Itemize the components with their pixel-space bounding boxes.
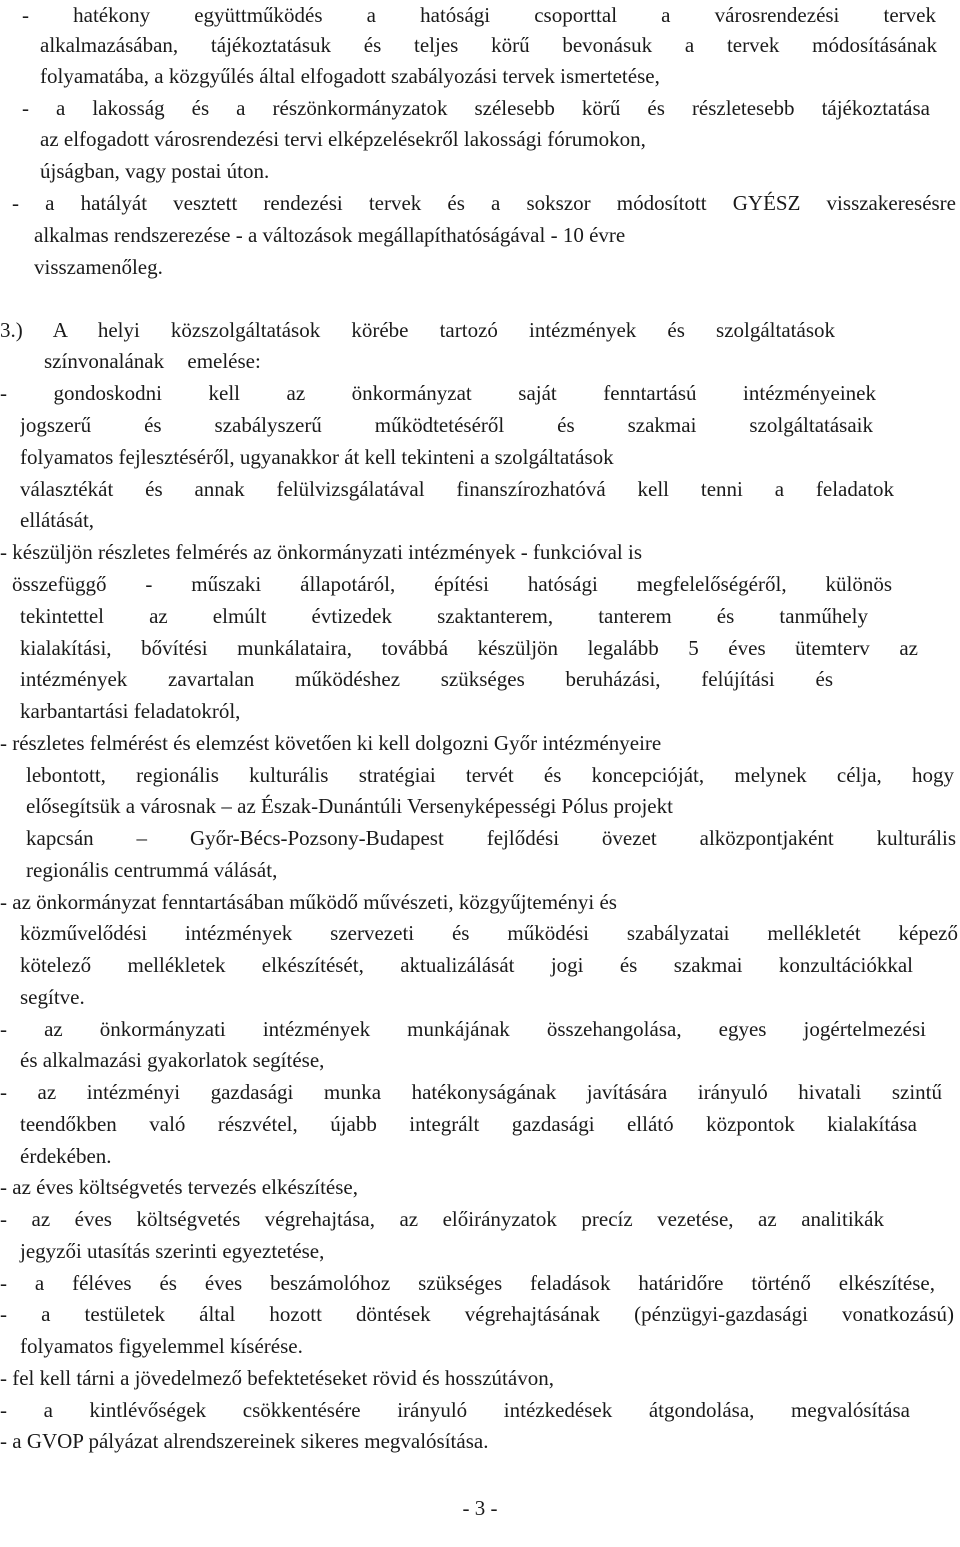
text-line: - az intézményi gazdasági munka hatékonyságának javítására irányuló hivatali szintű <box>0 1080 942 1104</box>
text-line: intézmények zavartalan működéshez szükséges beruházási, felújítási és <box>20 667 833 691</box>
text-line: - részletes felmérést és elemzést követően ki kell dolgozni Győr intézményeire <box>0 731 662 755</box>
section-heading: 3.) A helyi közszolgáltatások körébe tartozó intézmények és szolgáltatások <box>0 318 835 342</box>
text-line: lebontott, regionális kulturális stratégiai tervét és koncepcióját, melynek célja, hogy <box>26 763 954 787</box>
text-line: ellátását, <box>20 508 95 532</box>
text-line: - a GVOP pályázat alrendszereinek sikeres megvalósítása. <box>0 1429 489 1453</box>
text-line: az elfogadott városrendezési tervi elképzelésekről lakossági fórumokon, <box>40 127 646 151</box>
text-line: közművelődési intézmények szervezeti és működési szabályzatai mellékletét képező <box>20 921 958 945</box>
text-line: kapcsán – Győr-Bécs-Pozsony-Budapest fejlődési övezet alközpontjaként kulturális <box>26 826 956 850</box>
text-line: - a testületek által hozott döntések végrehajtásának (pénzügyi-gazdasági vonatkozású) <box>0 1302 954 1326</box>
text-line: jogszerű és szabályszerű működtetéséről és szakmai szolgáltatásaik <box>20 413 873 437</box>
text-line: teendőkben való részvétel, újabb integrált gazdasági ellátó központok kialakítása <box>20 1112 917 1136</box>
text-line: összefüggő - műszaki állapotáról, építési hatósági megfelelőségéről, különös <box>12 572 892 596</box>
text-line: - az éves költségvetés végrehajtása, az előirányzatok precíz vezetése, az analitikák <box>0 1207 884 1231</box>
text-line: regionális centrummá válását, <box>26 858 278 882</box>
text-line: folyamatába, a közgyűlés által elfogadott szabályozási tervek ismertetése, <box>40 64 660 88</box>
text-line: folyamatos fejlesztéséről, ugyanakkor át kell tekinteni a szolgáltatások <box>20 445 614 469</box>
text-line: folyamatos figyelemmel kísérése. <box>20 1334 303 1358</box>
text-line: - gondoskodni kell az önkormányzat saját fenntartású intézményeinek <box>0 381 876 405</box>
text-line: választékát és annak felülvizsgálatával finanszírozhatóvá kell tenni a feladatok <box>20 477 894 501</box>
page-number: - 3 - <box>462 1496 498 1520</box>
section-heading: színvonalának emelése: <box>44 349 261 373</box>
text-line: tekintettel az elmúlt évtizedek szaktanterem, tanterem és tanműhely <box>20 604 868 628</box>
text-line: visszamenőleg. <box>34 255 163 279</box>
text-line: - a féléves és éves beszámolóhoz szükséges feladások határidőre történő elkészítése, <box>0 1271 935 1295</box>
text-line: - fel kell tárni a jövedelmező befektetéseket rövid és hosszútávon, <box>0 1366 554 1390</box>
text-line: - hatékony együttműködés a hatósági csoporttal a városrendezési tervek <box>22 3 936 27</box>
text-line: - a kintlévőségek csökkentésére irányuló intézkedések átgondolása, megvalósítása <box>0 1398 910 1422</box>
text-line: - az éves költségvetés tervezés elkészítése, <box>0 1175 358 1199</box>
text-line: - a hatályát vesztett rendezési tervek és a sokszor módosított GYÉSZ visszakeresésre <box>12 191 956 215</box>
text-line: alkalmas rendszerezése - a változások megállapíthatóságával - 10 évre <box>34 223 626 247</box>
text-line: - készüljön részletes felmérés az önkormányzati intézmények - funkcióval is <box>0 540 642 564</box>
text-line: érdekében. <box>20 1144 112 1168</box>
text-line: kialakítási, bővítési munkálataira, továbbá készüljön legalább 5 éves ütemterv az <box>20 636 918 660</box>
text-line: - az önkormányzati intézmények munkájának összehangolása, egyes jogértelmezési <box>0 1017 926 1041</box>
text-line: - a lakosság és a részönkormányzatok szélesebb körű és részletesebb tájékoztatása <box>22 96 930 120</box>
text-line: karbantartási feladatokról, <box>20 699 241 723</box>
text-line: alkalmazásában, tájékoztatásuk és teljes körű bevonásuk a tervek módosításának <box>40 33 937 57</box>
text-line: kötelező mellékletek elkészítését, aktualizálását jogi és szakmai konzultációkkal <box>20 953 913 977</box>
text-line: újságban, vagy postai úton. <box>40 159 270 183</box>
text-line: és alkalmazási gyakorlatok segítése, <box>20 1048 325 1072</box>
text-line: jegyzői utasítás szerinti egyeztetése, <box>20 1239 325 1263</box>
text-line: elősegítsük a városnak – az Észak-Dunántúli Versenyképességi Pólus projekt <box>26 794 673 818</box>
text-line: segítve. <box>20 985 85 1009</box>
text-line: - az önkormányzat fenntartásában működő művészeti, közgyűjteményi és <box>0 890 617 914</box>
